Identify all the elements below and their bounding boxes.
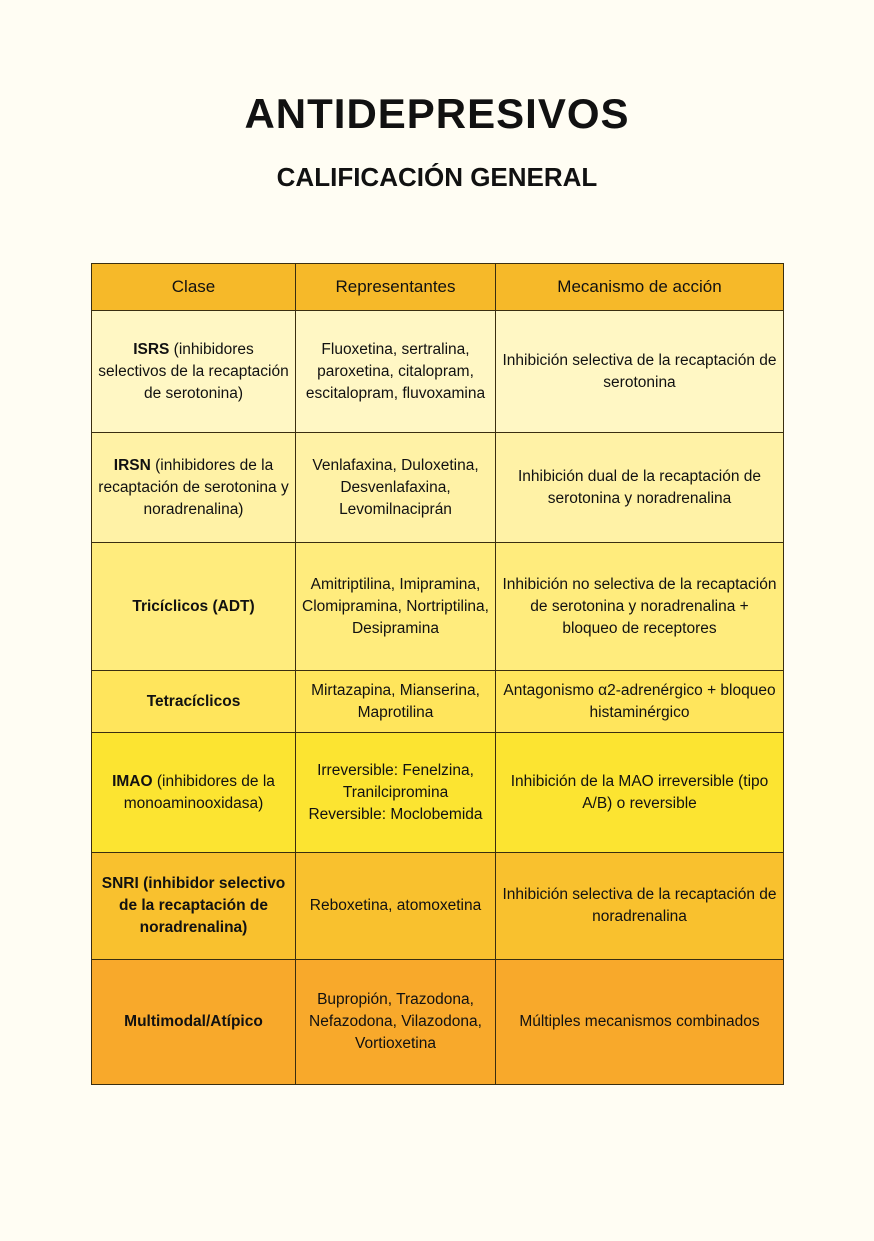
mechanism-cell: Inhibición de la MAO irreversible (tipo A/B) o reversible [496,733,784,853]
class-abbreviation: IMAO [112,772,153,790]
representatives-cell: Mirtazapina, Mianserina, Maprotilina [296,671,496,733]
table-row [92,853,784,960]
column-header-clase: Clase [92,264,296,311]
mechanism-cell: Inhibición selectiva de la recaptación de serotonina [496,311,784,433]
table-row [92,543,784,671]
table-row [92,733,784,853]
antidepressant-table [91,263,784,1085]
mechanism-cell: Múltiples mecanismos combinados [496,960,784,1085]
page-title: ANTIDEPRESIVOS [244,90,630,137]
column-header-mecanismo: Mecanismo de acción [496,264,784,311]
mechanism-cell: Inhibición dual de la recaptación de serotonina y noradrenalina [496,433,784,543]
page-subtitle: CALIFICACIÓN GENERAL [276,162,598,192]
mechanism-cell: Inhibición no selectiva de la recaptación de serotonina y noradrenalina + bloqueo de receptores [496,543,784,671]
class-cell [92,543,296,671]
class-description: (inhibidores selectivos de la recaptación de serotonina) [98,340,289,402]
table-row [92,671,784,733]
table-row [92,311,784,433]
representatives-cell: Bupropión, Trazodona, Nefazodona, Vilazodona, Vortioxetina [296,960,496,1085]
class-abbreviation: Tricíclicos (ADT) [132,597,255,615]
representatives-cell: Fluoxetina, sertralina, paroxetina, citalopram, escitalopram, fluvoxamina [296,311,496,433]
class-abbreviation: SNRI (inhibidor selectivo de la recaptación de noradrenalina) [101,875,286,936]
mechanism-cell: Antagonismo α2-adrenérgico + bloqueo histaminérgico [496,671,784,733]
class-cell [92,853,296,960]
class-abbreviation: Tetracíclicos [146,692,241,710]
representatives-cell: Irreversible: Fenelzina, Tranilcipromina Reversible: Moclobemida [296,733,496,853]
class-cell [92,433,296,543]
class-abbreviation: Multimodal/Atípico [124,1013,263,1030]
class-description: (inhibidores de la monoaminooxidasa) [123,772,275,812]
class-cell [92,960,296,1085]
column-header-representantes: Representantes [296,264,496,311]
class-cell [92,311,296,433]
class-description: (inhibidores de la recaptación de serotonina y noradrenalina) [98,456,289,518]
class-abbreviation: ISRS [133,340,170,358]
table-body [92,311,784,1085]
class-abbreviation: IRSN [113,456,151,474]
class-cell [92,671,296,733]
representatives-cell: Reboxetina, atomoxetina [296,853,496,960]
representatives-cell: Amitriptilina, Imipramina, Clomipramina, Nortriptilina, Desipramina [296,543,496,671]
table-row [92,433,784,543]
representatives-cell: Venlafaxina, Duloxetina, Desvenlafaxina, Levomilnaciprán [296,433,496,543]
table-header-row [92,264,784,311]
table-row [92,960,784,1085]
mechanism-cell: Inhibición selectiva de la recaptación de noradrenalina [496,853,784,960]
class-cell [92,733,296,853]
